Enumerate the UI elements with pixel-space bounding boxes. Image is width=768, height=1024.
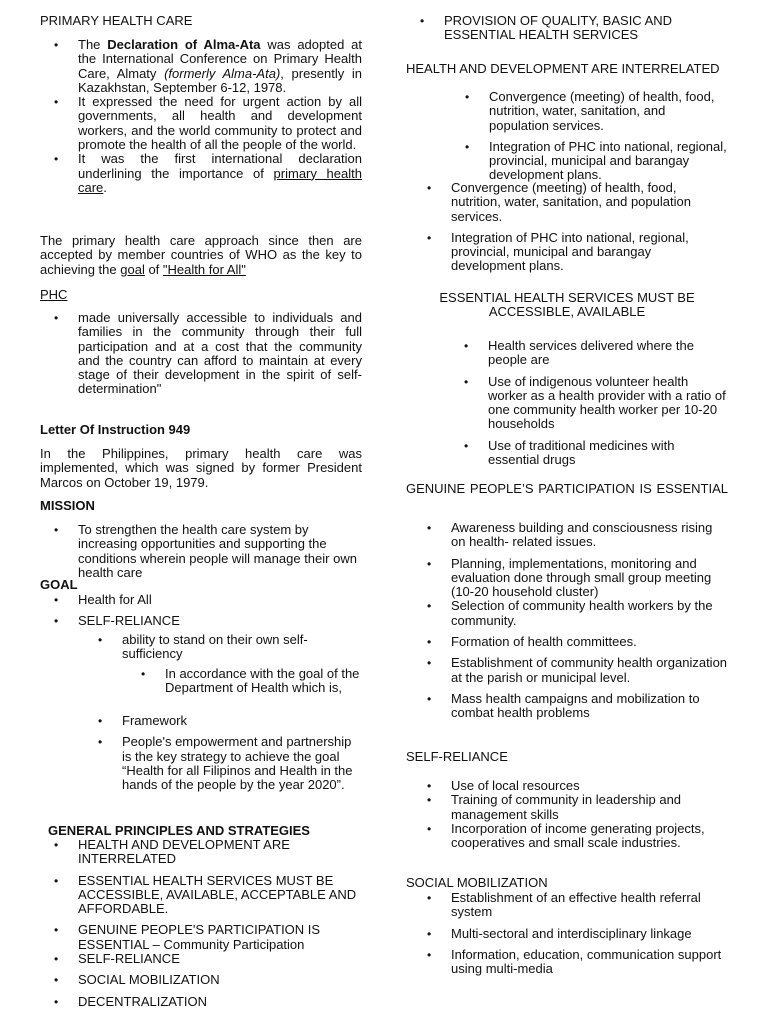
page-title: PRIMARY HEALTH CARE bbox=[40, 13, 193, 28]
list-item: • People's empowerment and partnership is the key strategy to achieve the goal “Health for all Filipinos and Health in the hands of the people by the year 2020”. bbox=[84, 735, 362, 792]
list-item: • Training of community in leadership and management skills bbox=[413, 793, 728, 822]
list-item: • SELF-RELIANCE bbox=[40, 952, 362, 966]
health-development-heading: HEALTH AND DEVELOPMENT ARE INTERRELATED bbox=[406, 61, 720, 76]
phc-heading: PHC bbox=[40, 287, 68, 302]
list-item: • made universally accessible to individuals and families in the community through their full participation and at a cost that the community and the country can afford to maintain at every stage of their development in the spirit of self-determination" bbox=[40, 311, 362, 397]
alma-ata-list bbox=[40, 38, 362, 195]
social-mobilization-heading: SOCIAL MOBILIZATION bbox=[406, 875, 548, 890]
self-reliance-list bbox=[406, 779, 728, 850]
top-list bbox=[406, 14, 728, 43]
list-item: • Health services delivered where the people are bbox=[450, 339, 728, 368]
mission-list bbox=[40, 523, 362, 580]
participation-heading: GENUINE PEOPLE’S PARTICIPATION IS ESSENTIAL bbox=[406, 481, 728, 496]
goal-heading: GOAL bbox=[40, 577, 78, 592]
list-item: • Framework bbox=[84, 714, 362, 728]
mission-heading: MISSION bbox=[40, 498, 95, 513]
goal-list bbox=[40, 593, 362, 629]
list-item: • Convergence (meeting) of health, food, nutrition, water, sanitation, and population services. bbox=[413, 181, 728, 224]
goal-sublist-2 bbox=[40, 714, 362, 792]
list-item: • Multi-sectoral and interdisciplinary linkage bbox=[413, 927, 728, 941]
goal-subsublist bbox=[40, 667, 362, 696]
list-item: • SELF-RELIANCE bbox=[40, 614, 362, 628]
list-item: • SOCIAL MOBILIZATION bbox=[40, 973, 362, 987]
goal-link[interactable]: goal bbox=[120, 261, 145, 277]
list-item: • Integration of PHC into national, regional, provincial, municipal and barangay development plans. bbox=[451, 140, 728, 183]
phc-list bbox=[40, 311, 362, 397]
primary-health-care-link[interactable]: primary health care bbox=[78, 165, 362, 195]
goal-sublist bbox=[40, 633, 362, 662]
list-item: • Information, education, communication support using multi-media bbox=[413, 948, 728, 977]
list-item: • Incorporation of income generating projects, cooperatives and small scale industries. bbox=[413, 822, 728, 851]
list-item: • Establishment of community health organization at the parish or municipal level. bbox=[413, 656, 728, 685]
list-item: • Awareness building and consciousness rising on health- related issues. bbox=[413, 521, 728, 550]
list-item: • ESSENTIAL HEALTH SERVICES MUST BE ACCESSIBLE, AVAILABLE, ACCEPTABLE AND AFFORDABLE. bbox=[40, 874, 362, 917]
health-development-indented-list bbox=[406, 90, 728, 183]
list-item: • Use of indigenous volunteer health worker as a health provider with a ratio of one community health worker per 10-20 households bbox=[450, 375, 728, 432]
list-item: • Selection of community health workers by the community. bbox=[413, 599, 728, 628]
loi-paragraph: In the Philippines, primary health care was implemented, which was signed by former President Marcos on October 19, 1979. bbox=[40, 446, 362, 490]
loi-heading: Letter Of Instruction 949 bbox=[40, 422, 191, 437]
list-item: • Use of local resources bbox=[413, 779, 728, 793]
list-item: • Planning, implementations, monitoring and evaluation done through small group meeting (10-20 household cluster) bbox=[413, 557, 728, 600]
list-item: • Integration of PHC into national, regional, provincial, municipal and barangay development plans. bbox=[413, 231, 728, 274]
list-item: • In accordance with the goal of the Department of Health which is, bbox=[127, 667, 362, 696]
list-item: • Mass health campaigns and mobilization to combat health problems bbox=[413, 692, 728, 721]
self-reliance-heading: SELF-RELIANCE bbox=[406, 749, 508, 764]
list-item: • ability to stand on their own self-sufficiency bbox=[84, 633, 362, 662]
list-item: • To strengthen the health care system by increasing opportunities and supporting the conditions wherein people will manage their own health care bbox=[40, 523, 362, 580]
social-mobilization-list bbox=[406, 891, 728, 976]
list-item: • It was the first international declaration underlining the importance of primary health care. bbox=[40, 152, 362, 195]
principles-heading: GENERAL PRINCIPLES AND STRATEGIES bbox=[48, 823, 310, 838]
list-item: • Use of traditional medicines with essential drugs bbox=[450, 439, 728, 468]
approach-paragraph: The primary health care approach since then are accepted by member countries of WHO as the key to achieving the goal of "Health for All" bbox=[40, 233, 362, 277]
health-for-all-link[interactable]: "Health for All" bbox=[162, 261, 246, 277]
list-item: • Convergence (meeting) of health, food, nutrition, water, sanitation, and population services. bbox=[451, 90, 728, 133]
list-item: • HEALTH AND DEVELOPMENT ARE INTERRELATED bbox=[40, 838, 362, 867]
list-item: • Formation of health committees. bbox=[413, 635, 728, 649]
list-item: • GENUINE PEOPLE'S PARTICIPATION IS ESSENTIAL – Community Participation bbox=[40, 923, 362, 952]
health-development-list bbox=[406, 181, 728, 274]
list-item: • PROVISION OF QUALITY, BASIC AND ESSENTIAL HEALTH SERVICES bbox=[406, 14, 728, 43]
participation-list bbox=[406, 521, 728, 721]
list-item: • DECENTRALIZATION bbox=[40, 995, 362, 1009]
essential-services-list bbox=[406, 339, 728, 467]
essential-services-heading: ESSENTIAL HEALTH SERVICES MUST BE ACCESSIBLE, AVAILABLE bbox=[439, 290, 695, 320]
principles-list bbox=[40, 838, 362, 1009]
list-item: • It expressed the need for urgent action by all governments, all health and development workers, and the world community to protect and promote the health of all the people of the world. bbox=[40, 95, 362, 152]
list-item: • The Declaration of Alma-Ata was adopted at the International Conference on Primary Health Care, Almaty (formerly Alma-Ata), presently in Kazakhstan, September 6-12, 1978. bbox=[40, 38, 362, 95]
list-item: • Establishment of an effective health referral system bbox=[413, 891, 728, 920]
list-item: • Health for All bbox=[40, 593, 362, 607]
